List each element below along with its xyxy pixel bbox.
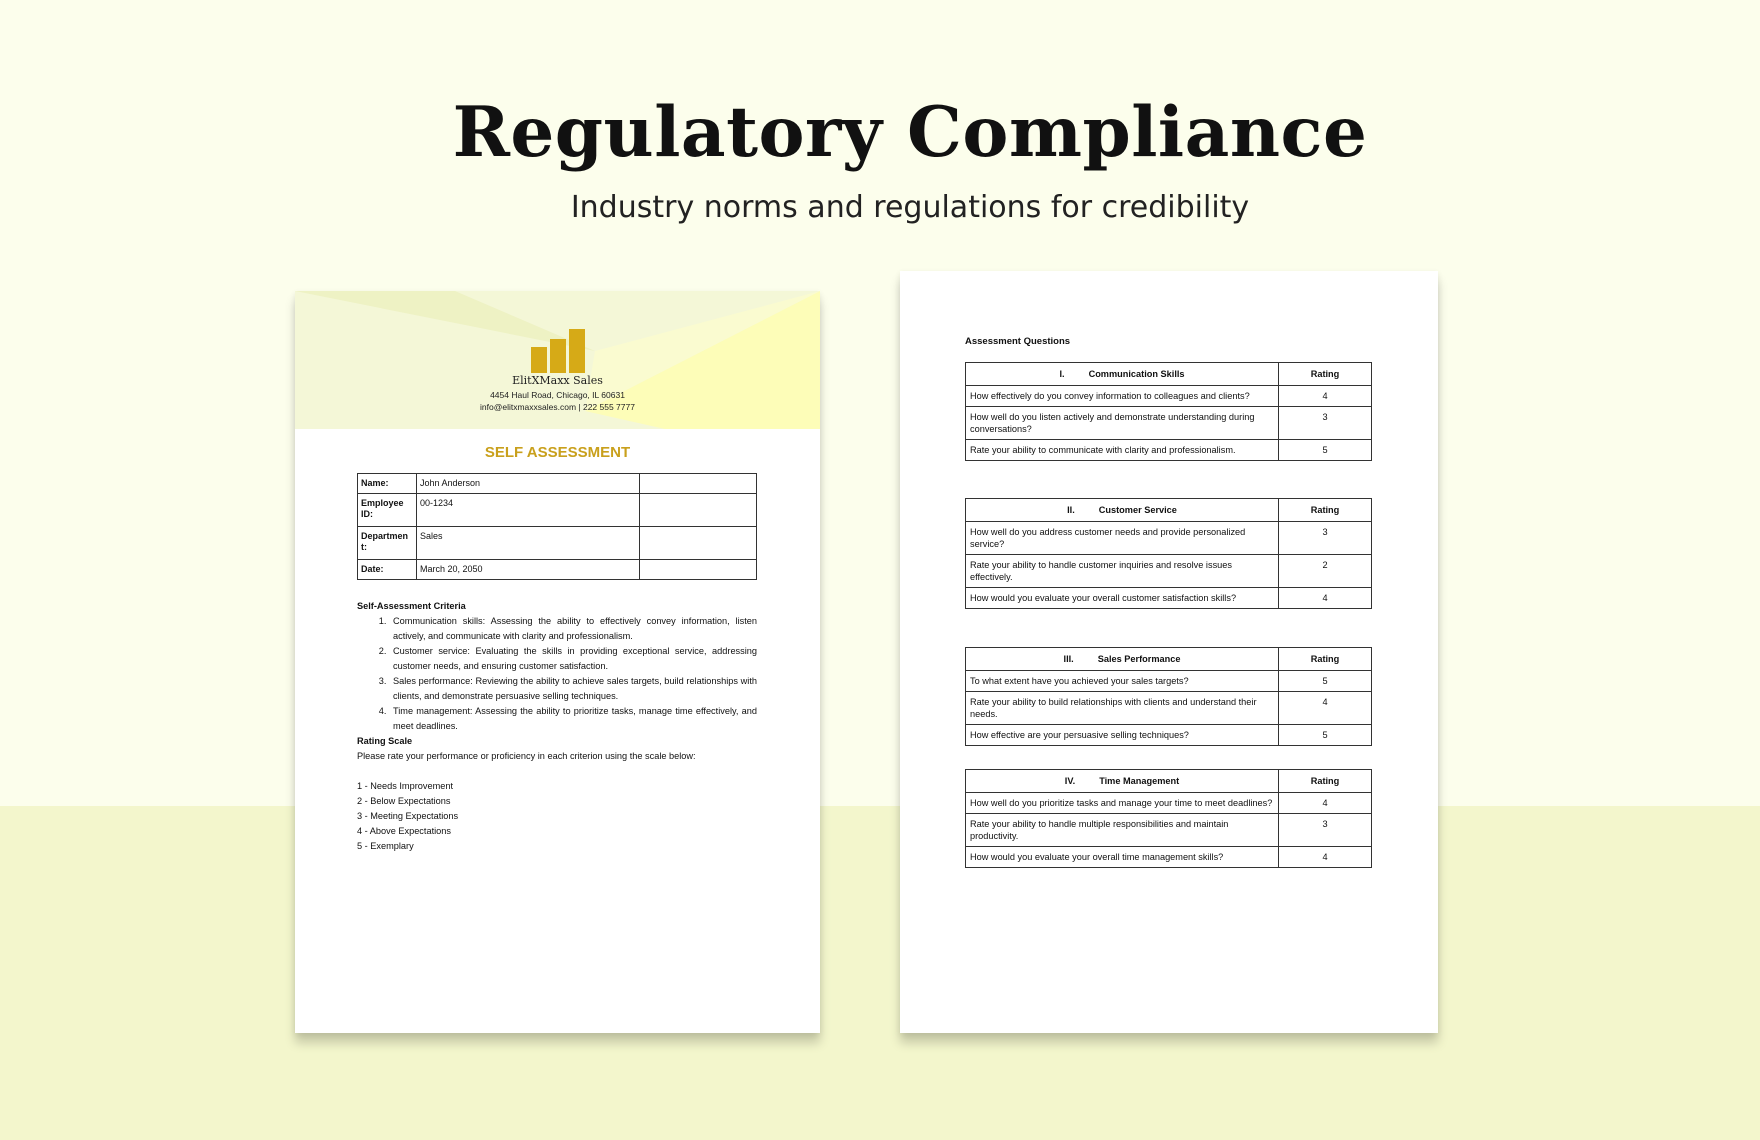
question-cell: How well do you prioritize tasks and manage your time to meet deadlines? (966, 793, 1279, 814)
question-cell: Rate your ability to handle multiple responsibilities and maintain productivity. (966, 814, 1279, 847)
table-row (966, 847, 1372, 868)
section-table-communication (965, 362, 1372, 461)
info-value: John Anderson (417, 474, 640, 494)
scale-item: 1 - Needs Improvement (357, 781, 453, 791)
info-label: Date: (358, 560, 417, 580)
info-blank (640, 527, 757, 560)
section-table-customer-service (965, 498, 1372, 609)
question-cell: Rate your ability to build relationships with clients and understand their needs. (966, 692, 1279, 725)
list-item: 3. Sales performance: Reviewing the ability to achieve sales targets, build relationships with clients, and demonstrate persuasive selling techniques. (389, 674, 757, 704)
rating-cell: 2 (1279, 555, 1372, 588)
table-row (966, 440, 1372, 461)
company-contact: info@elitxmaxxsales.com | 222 555 7777 (480, 402, 635, 412)
table-row (358, 527, 757, 560)
rating-header: Rating (1279, 363, 1372, 386)
rating-cell: 5 (1279, 671, 1372, 692)
scale-item: 5 - Exemplary (357, 841, 414, 851)
company-address: 4454 Haul Road, Chicago, IL 60631 (490, 390, 625, 400)
info-blank (640, 474, 757, 494)
rating-cell: 4 (1279, 386, 1372, 407)
document-page-self-assessment (295, 291, 820, 1033)
questions-heading: Assessment Questions (965, 336, 1071, 347)
rating-cell: 3 (1279, 407, 1372, 440)
table-row (966, 522, 1372, 555)
table-header-row (966, 648, 1372, 671)
company-name: ElitXMaxx Sales (512, 374, 603, 387)
question-cell: How well do you address customer needs and provide personalized service? (966, 522, 1279, 555)
rating-scale-intro: Please rate your performance or proficiency in each criterion using the scale below: (357, 751, 696, 761)
employee-info-table (357, 473, 757, 580)
question-cell: How would you evaluate your overall customer satisfaction skills? (966, 588, 1279, 609)
question-cell: How effective are your persuasive selling techniques? (966, 725, 1279, 746)
section-title: II. Customer Service (966, 499, 1279, 522)
list-item: 2. Customer service: Evaluating the skills in providing exceptional service, addressing customer needs, and ensuring customer satisfaction. (389, 644, 757, 674)
rating-cell: 4 (1279, 692, 1372, 725)
page-subtitle: Industry norms and regulations for credibility (570, 190, 1250, 225)
table-row (358, 494, 757, 527)
scale-item: 4 - Above Expectations (357, 826, 451, 836)
question-cell: To what extent have you achieved your sales targets? (966, 671, 1279, 692)
table-row (966, 671, 1372, 692)
question-cell: How would you evaluate your overall time management skills? (966, 847, 1279, 868)
table-row (966, 407, 1372, 440)
scale-item: 2 - Below Expectations (357, 796, 451, 806)
rating-cell: 4 (1279, 793, 1372, 814)
table-row (966, 814, 1372, 847)
rating-cell: 5 (1279, 440, 1372, 461)
page-title: Regulatory Compliance (452, 92, 1368, 173)
table-row (966, 588, 1372, 609)
company-logo-icon (531, 329, 587, 373)
section-table-time-management (965, 769, 1372, 868)
section-title: I. Communication Skills (966, 363, 1279, 386)
rating-cell: 3 (1279, 522, 1372, 555)
list-item: 1. Communication skills: Assessing the ability to effectively convey information, listen actively, and communicate with clarity and professionalism. (389, 614, 757, 644)
table-row (966, 793, 1372, 814)
rating-header: Rating (1279, 648, 1372, 671)
info-blank (640, 560, 757, 580)
scale-item: 3 - Meeting Expectations (357, 811, 459, 821)
section-table-sales-performance (965, 647, 1372, 746)
info-label: Employee ID: (358, 494, 417, 527)
table-row (966, 555, 1372, 588)
info-label: Name: (358, 474, 417, 494)
background-band (0, 806, 1760, 1140)
info-value: Sales (417, 527, 640, 560)
criteria-section (357, 599, 757, 854)
section-title: IV. Time Management (966, 770, 1279, 793)
question-cell: Rate your ability to handle customer inquiries and resolve issues effectively. (966, 555, 1279, 588)
rating-cell: 5 (1279, 725, 1372, 746)
table-header-row (966, 770, 1372, 793)
table-header-row (966, 363, 1372, 386)
document-title: SELF ASSESSMENT (484, 444, 631, 461)
criteria-list (357, 614, 757, 734)
table-row (358, 560, 757, 580)
table-row (966, 692, 1372, 725)
rating-header: Rating (1279, 499, 1372, 522)
question-cell: How effectively do you convey information to colleagues and clients? (966, 386, 1279, 407)
question-cell: Rate your ability to communicate with clarity and professionalism. (966, 440, 1279, 461)
rating-cell: 4 (1279, 588, 1372, 609)
rating-cell: 4 (1279, 847, 1372, 868)
question-cell: How well do you listen actively and demonstrate understanding during conversations? (966, 407, 1279, 440)
rating-scale-heading: Rating Scale (357, 736, 413, 746)
info-value: March 20, 2050 (417, 560, 640, 580)
table-header-row (966, 499, 1372, 522)
rating-header: Rating (1279, 770, 1372, 793)
info-label: Department: (358, 527, 417, 560)
table-row (966, 386, 1372, 407)
rating-cell: 3 (1279, 814, 1372, 847)
list-item: 4. Time management: Assessing the ability to prioritize tasks, manage time effectively, and meet deadlines. (389, 704, 757, 734)
info-blank (640, 494, 757, 527)
section-title: III. Sales Performance (966, 648, 1279, 671)
criteria-heading: Self-Assessment Criteria (357, 601, 466, 611)
document-page-assessment-questions (900, 271, 1438, 1033)
info-value: 00-1234 (417, 494, 640, 527)
table-row (358, 474, 757, 494)
table-row (966, 725, 1372, 746)
